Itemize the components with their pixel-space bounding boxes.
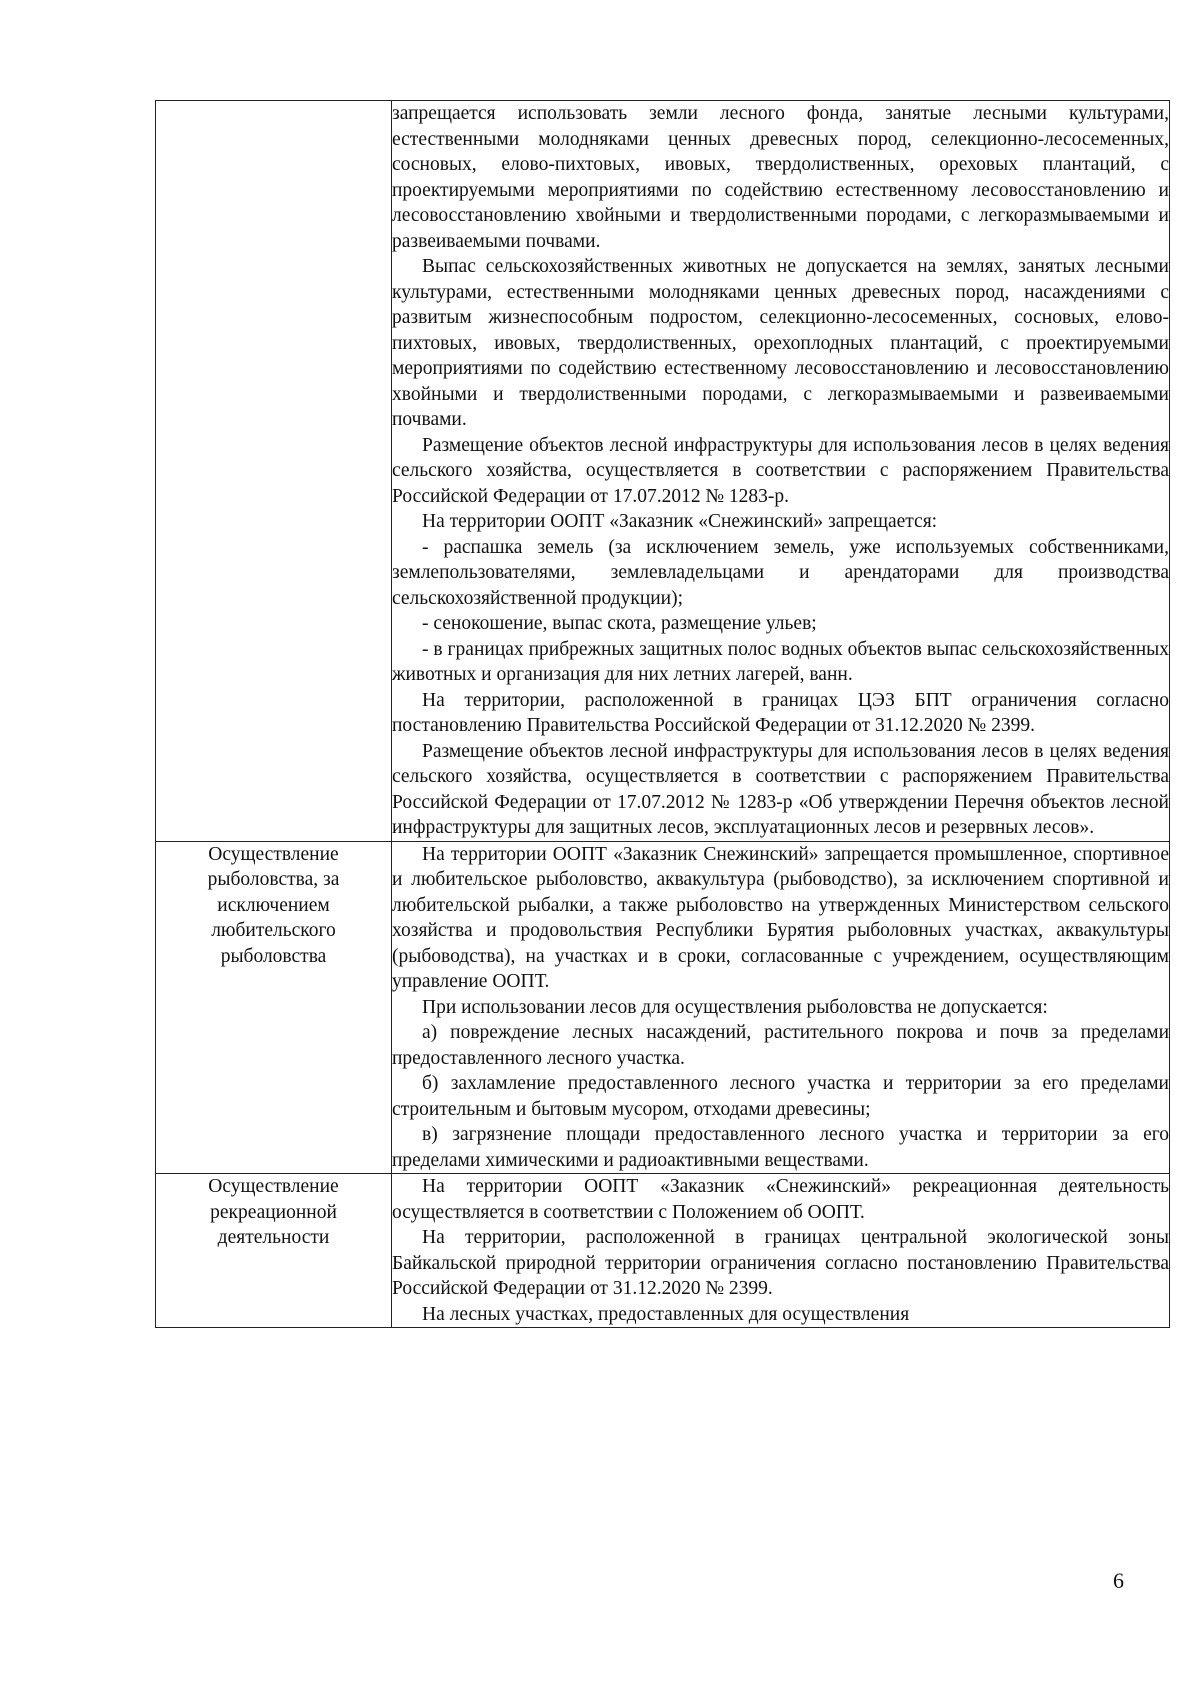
row-label-line: Осуществление	[208, 843, 339, 865]
paragraph: На территории ООПТ «Заказник «Снежинский» рекреационная деятельность осуществляется в соответствии с Положением об ООПТ.	[392, 1176, 1169, 1223]
row-label-line: рекреационной	[210, 1201, 337, 1223]
paragraph: Выпас сельскохозяйственных животных не допускается на землях, занятых лесными культурами, естественными молодняками ценных древесных пород, насаждениями с развитым жизнеспособным подростом, селекционно-лесосеменных, сосновых, елово-пихтовых, ивовых, твердолиственных, орехоплодных плантаций, с проектируемыми мероприятиями по содействию естественному лесовосстановлению и лесовосстановлению хвойными и твердолиственными породами, с легкоразмываемыми и развеиваемыми почвами.	[392, 256, 1169, 430]
row-label-line: рыболовства	[220, 945, 327, 967]
row-label-cell	[156, 1174, 392, 1328]
paragraph: На лесных участках, предоставленных для осуществления	[422, 1303, 910, 1325]
page-number: 6	[1113, 1568, 1124, 1593]
paragraph: На территории, расположенной в границах ЦЭЗ БПТ ограничения согласно постановлению Правительства Российской Федерации от 31.12.2020 № 2399.	[392, 689, 1169, 736]
paragraph: На территории, расположенной в границах центральной экологической зоны Байкальской природной территории ограничения согласно постановлению Правительства Российской Федерации от 31.12.2020 № 2399.	[392, 1227, 1169, 1299]
table-row	[156, 101, 1170, 842]
paragraph: - распашка земель (за исключением земель, уже используемых собственниками, землепользователями, землевладельцами и арендаторами для производства сельскохозяйственной продукции);	[392, 536, 1169, 609]
row-label-cell	[156, 841, 392, 1174]
paragraph: а) повреждение лесных насаждений, растительного покрова и почв за пределами предоставленного лесного участка.	[392, 1022, 1169, 1069]
paragraph: б) захламление предоставленного лесного участка и территории за его пределами строительным и бытовым мусором, отходами древесины;	[392, 1073, 1169, 1120]
paragraph: - в границах прибрежных защитных полос водных объектов выпас сельскохозяйственных животных и организация для них летних лагерей, ванн.	[392, 638, 1169, 685]
paragraph: Размещение объектов лесной инфраструктуры для использования лесов в целях ведения сельского хозяйства, осуществляется в соответствии с распоряжением Правительства Российской Федерации от 17.07.2012 № 1283-р «Об утверждении Перечня объектов лесной инфраструктуры для защитных лесов, эксплуатационных лесов и резервных лесов».	[392, 740, 1169, 838]
row-label-line: деятельности	[217, 1227, 330, 1248]
row-content-cell	[392, 1174, 1170, 1328]
paragraph: На территории ООПТ «Заказник «Снежинский» запрещается:	[422, 511, 938, 532]
row-content-cell	[392, 841, 1170, 1174]
paragraph: На территории ООПТ «Заказник Снежинский» запрещается промышленное, спортивное и любительское рыболовство, аквакультура (рыбоводство), за исключением спортивной и любительской рыбалки, а также рыболовство на утвержденных Министерством сельского хозяйства и продовольствия Республики Бурятия рыболовных участках, аквакультуры (рыбоводства), на участках и в сроки, согласованные с учреждением, осуществляющим управление ООПТ.	[392, 843, 1169, 992]
row-label-cell	[156, 101, 392, 842]
row-label-line: Осуществление	[208, 1176, 339, 1197]
row-content-cell	[392, 101, 1170, 842]
table-row	[156, 1174, 1170, 1328]
row-label-line: любительского	[211, 920, 336, 941]
paragraph: в) загрязнение площади предоставленного лесного участка и территории за его пределами химическими и радиоактивными веществами.	[392, 1124, 1169, 1171]
row-label-line: исключением	[217, 894, 330, 916]
paragraph: запрещается использовать земли лесного фонда, занятые лесными культурами, естественными молодняками ценных древесных пород, селекционно-лесосеменных, сосновых, елово-пихтовых, ивовых, твердолиственных, ореховых плантаций, с проектируемыми мероприятиями по содействию естественному лесовосстановлению и лесовосстановлению хвойными и твердолиственными породами, с легкоразмываемыми и развеиваемыми почвами.	[392, 103, 1169, 252]
document-table	[155, 100, 1170, 1328]
paragraph: При использовании лесов для осуществления рыболовства не допускается:	[422, 996, 1048, 1018]
table-row	[156, 841, 1170, 1174]
row-label-line: рыболовства, за	[207, 869, 340, 890]
paragraph: - сенокошение, выпас скота, размещение ульев;	[422, 613, 817, 634]
table-body	[156, 101, 1170, 1328]
paragraph: Размещение объектов лесной инфраструктуры для использования лесов в целях ведения сельского хозяйства, осуществляется в соответствии с распоряжением Правительства Российской Федерации от 17.07.2012 № 1283-р.	[392, 434, 1169, 507]
